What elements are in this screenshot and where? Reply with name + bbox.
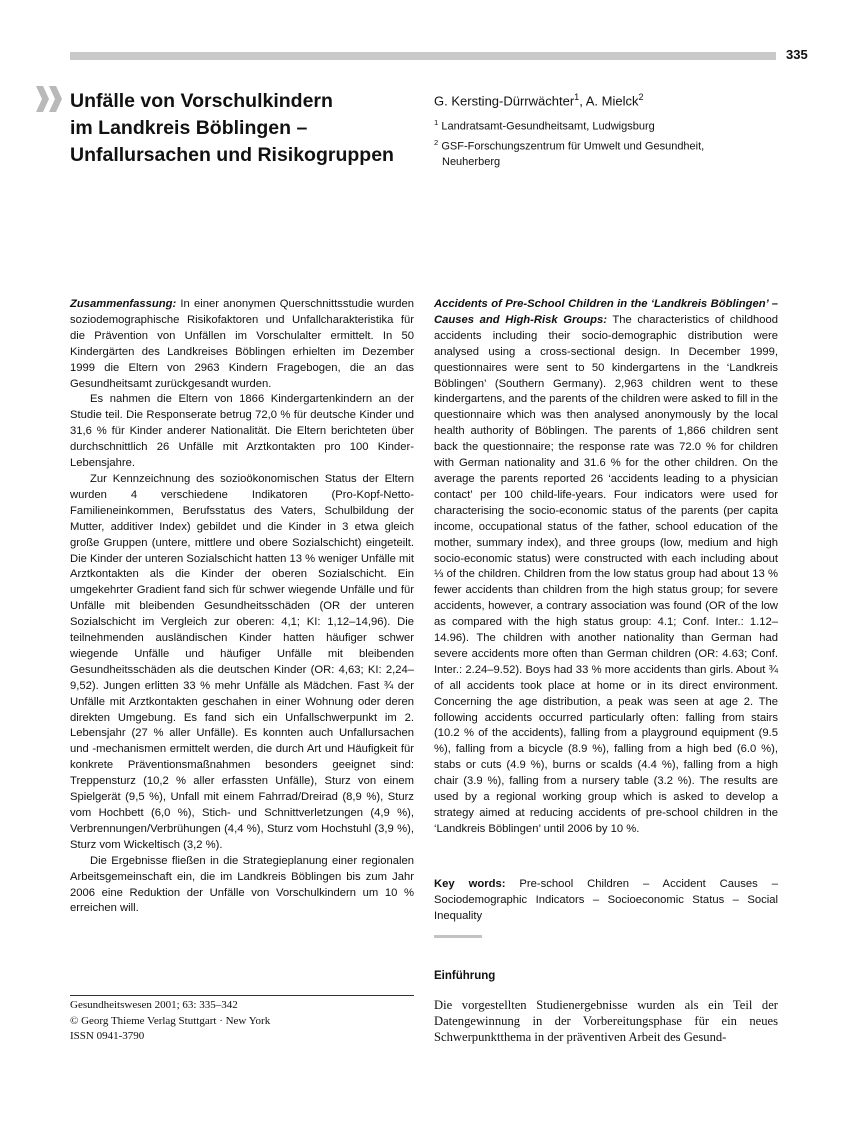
abstract-paragraph: Es nahmen die Eltern von 1866 Kindergartenkindern an der Studie teil. Die Responserate betrug 72,0 % für deutsche Kinder und 31,6 % für Kinder anderer Nationalität. Die Eltern berichteten über durchschnittlich 26 Unfälle mit Arztkontakten pro 100 Kinder-Lebensjahre. (70, 393, 414, 470)
abstract-text: The characteristics of childhood accidents including their socio-demographic distribution were analysed using a cross-sectional design. In December 1999, questionnaires were sent to 50 kindergartens in the ‘Landkreis Böblingen’ (Southern Germany). 2,963 children went to these kindergartens, and the parents of the children were asked to fill in the questionnaire which was then analysed anonymously by the local health authority of Böblingen. The parents of 1,866 children sent back the questionnaire; the response rate was 72.0 % for children with German nationality and 31.6 % for the other children. On the average the parents reported 26 ‘accidents leading to a physician contact’ per 100 child-life-years. Four indicators were used for characterising the socio-economic status of the parents (per capita income, occupational status of the father, school education of the mother, summary index), and three groups (low, medium and high socio-economic status) were constructed with each including about ⅓ of the children. Children from the low status group had about 13 % fewer accidents than children from the high status group; for severe accidents, however, a contrary association was found (OR of the low as compared with the high status group: 4.1; Conf. Inter.: 1.12–14.96). The children with another nationality than German had severe accidents more often than German children (OR: 4.63; Conf. Inter.: 2.24–9.52). Boys had 33 % more accidents than girls. About ¾ of all accidents took place at home or in its direct environment. Concerning the age distribution, a peak was seen at age 2. The following accidents occurred particularly often: falling from stairs (10.2 % of the accidents), falling from a playground equipment (9.5 %), falling from a bicycle (8.9 %), falling from a high bed (6.0 %), stabs or cuts (4.9 %), burns or scalds (4.4 %), falling from a high chair (3.9 %), falling from a nursery table (3.2 %). The results are used by a regional working group which is asked to develop a strategy aimed at reducing accidents of pre-school children in the ‘Landkreis Böblingen’ until 2006 by 10 %. (434, 313, 778, 835)
affiliation-line (434, 154, 704, 170)
affiliation-mark: 2 (434, 137, 439, 147)
double-chevron-icon (36, 86, 64, 112)
abstract-label: Accidents of Pre-School Children in the ‘Landkreis Böblingen’ – Causes and High-Risk Groups: (434, 298, 778, 326)
title-line: Unfallursachen und Risikogruppen (70, 144, 394, 166)
author-name: A. Mielck (585, 93, 639, 109)
abstract-paragraph (434, 297, 778, 838)
section-heading: Einführung (434, 970, 496, 982)
abstract-label: Zusammenfassung: (70, 298, 177, 310)
title-line: Unfälle von Vorschulkindern (70, 90, 333, 112)
affiliation-line (434, 115, 704, 135)
section-divider (434, 935, 482, 938)
footer-line: © Georg Thieme Verlag Stuttgart · New York (70, 1014, 271, 1027)
body-paragraph: Die vorgestellten Studienergebnisse wurden als ein Teil der Datengewinnung in der Vorbereitungsphase für ein neues Schwerpunktthema in der präventiven Arbeit des Gesund- (434, 998, 778, 1044)
abstract-german (70, 297, 414, 917)
header-rule (70, 52, 776, 60)
title-line: im Landkreis Böblingen – (70, 117, 308, 139)
citation-footer (70, 998, 270, 1045)
abstract-text: In einer anonymen Querschnittsstudie wurden soziodemographische Risikofaktoren und Unfallcharakteristika für die Prävention von Unfällen im Vorschulalter ermittelt. In 50 Kindergärten des Landkreises Böblingen erhielten im Dezember 1999 die Eltern von 2963 Kindern Fragebogen, die an das Gesundheitsamt zurückgesandt wurden. (70, 298, 414, 390)
affiliation-text: Landratsamt-Gesundheitsamt, Ludwigsburg (441, 120, 655, 133)
author-separator: , (579, 93, 586, 109)
abstract-paragraph (70, 297, 414, 392)
abstract-english (434, 297, 778, 838)
author-affiliation-mark: 1 (574, 92, 580, 102)
abstract-paragraph: Zur Kennzeichnung des sozioökonomischen Status der Eltern wurden 4 verschiedene Indikatoren (Pro-Kopf-Netto-Familieneinkommen, Berufsstatus des Vaters, Schulbildung der Mutter, additiver Index) gebildet und die Kinder in 3 etwa gleich große Gruppen (untere, mittlere und obere Sozialschicht) eingeteilt. Die Kinder der unteren Sozialschicht hatten 13 % weniger Unfälle mit Arztkontakten als die Kinder der oberen Sozialschicht. Ein umgekehrter Gradient fand sich für schwer wiegende Unfälle und für Unfälle mit bleibenden Gesundheitsschäden (OR der unteren Sozialschicht im Vergleich zur oberen: 4,1; KI: 1,12–14,96). Die teilnehmenden ausländischen Kinder hatten häufiger schwer wiegende Unfälle und häufiger Unfälle mit bleibenden Gesundheitsschäden als die deutschen Kinder (OR: 4,63; KI: 2,24–9,52). Jungen erlitten 33 % mehr Unfälle als Mädchen. Fast ¾ der Unfälle mit Arztkontakten geschahen in einer Wohnung oder deren direkten Umgebung. Es fand sich ein Unfallschwerpunkt im 2. Lebensjahr (27 % aller Unfälle). Es konnten auch Unfallursachen und -mechanismen ermittelt werden, die durch Art und Häufigkeit für konkrete Präventionsmaßnahmen besonders geeignet sind: Treppensturz (10,2 % aller erfassten Unfälle), Sturz von einem Spielgerät (9,5 %), Unfall mit einem Fahrrad/Dreirad (8,9 %), Sturz vom Hochbett (6,0 %), Stich- und Schnittverletzungen (4,9 %), Verbrennungen/Verbrühungen (4,4 %), Sturz vom Hochstuhl (3,9 %), Sturz vom Wickeltisch (3,2 %). (70, 472, 414, 851)
article-title (70, 88, 430, 169)
affiliation-text: GSF-Forschungszentrum für Umwelt und Gesundheit, (441, 140, 705, 153)
page-number: 335 (786, 47, 808, 62)
footer-line: ISSN 0941-3790 (70, 1030, 145, 1042)
keywords-text: Pre-school Children – Accident Causes – Sociodemographic Indicators – Socioeconomic Status – Social Inequality (434, 878, 779, 922)
footer-line: Gesundheitswesen 2001; 63: 335–342 (70, 999, 238, 1011)
keywords-label: Key words: (434, 878, 506, 890)
affiliation-mark: 1 (434, 118, 439, 127)
affiliation-text: Neuherberg (442, 156, 501, 169)
keywords (434, 876, 778, 924)
affiliation-line (434, 135, 704, 155)
footer-rule (70, 995, 414, 996)
abstract-paragraph: Die Ergebnisse fließen in die Strategieplanung einer regionalen Arbeitsgemeinschaft ein, die im Landkreis Böblingen bis zum Jahr 2006 eine Reduktion der Unfälle von Vorschulkindern um 10 % erreichen will. (70, 854, 414, 915)
affiliations (434, 115, 704, 170)
author-affiliation-mark: 2 (638, 92, 644, 102)
author-list (434, 92, 644, 108)
author-name: G. Kersting-Dürrwächter (434, 93, 575, 109)
